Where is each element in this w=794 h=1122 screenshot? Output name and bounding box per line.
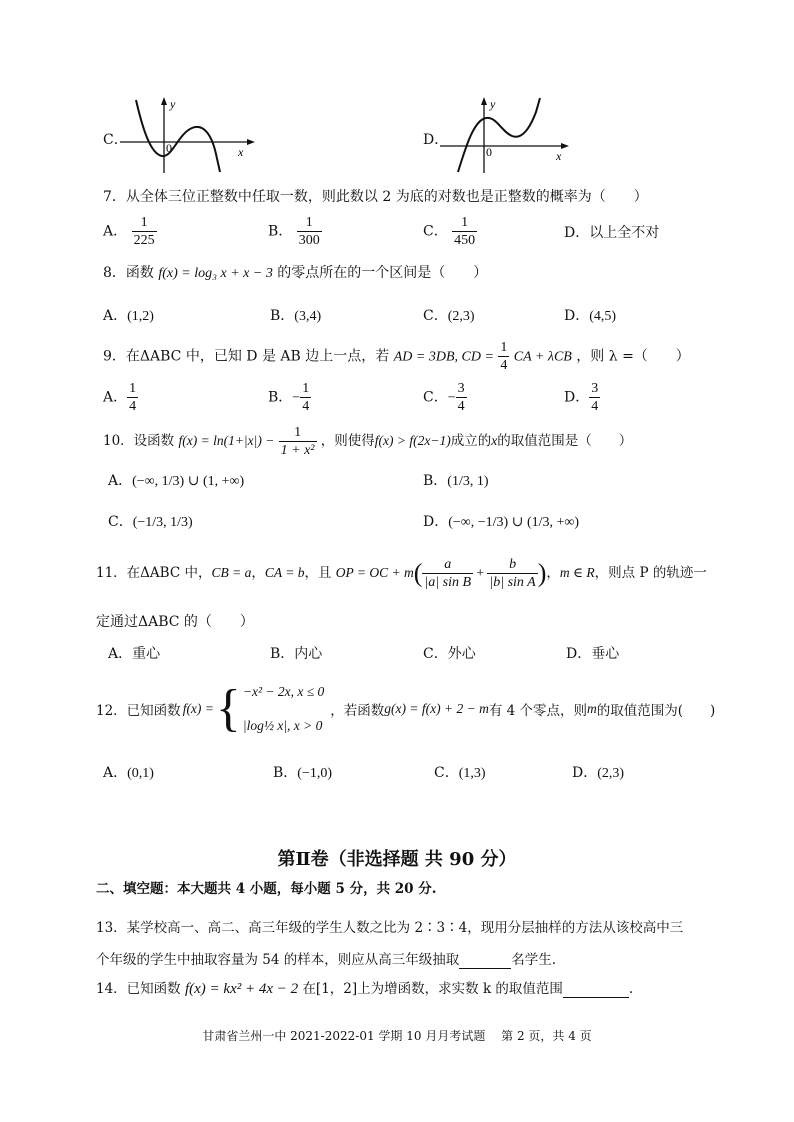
q8-option-c <box>423 305 475 325</box>
q13-answer-blank[interactable] <box>459 952 511 969</box>
q11-stem-line2: 定通过ΔABC 的（ ） <box>96 614 254 630</box>
q14 <box>96 977 633 998</box>
q9-d-label: D． <box>564 389 590 406</box>
q9-option-d <box>564 380 600 415</box>
q9-d-den: 4 <box>591 399 599 414</box>
graph-d-x-label: x <box>556 149 562 163</box>
q11-paren-a-den: |a| sin B <box>424 575 472 590</box>
q11-stem: 11．在ΔABC 中，CB = a，CA = b，且 OP = OC + m( $\frac{a}{\text{|a| sin B}}$ + $\frac{b}{\text{|b| sin A}}$ )，m ∈ R，则点 P 的轨迹一 <box>96 557 707 590</box>
option-c-label: C． <box>103 132 128 148</box>
graph-c-y-label: y <box>170 97 176 111</box>
q11-expr-a: CB = a <box>211 565 252 580</box>
q14-answer-blank[interactable] <box>563 981 629 998</box>
q13-line2-b: 名学生. <box>511 952 557 968</box>
q10-option-b <box>423 470 489 490</box>
q8-option-a <box>103 305 154 325</box>
q14-end: . <box>628 981 634 997</box>
q8-a-val: (1,2) <box>127 309 154 324</box>
q10-option-a <box>108 470 244 490</box>
q9-b-label: B． <box>268 389 293 406</box>
q9-stem-b: ，则 λ =（ ） <box>576 348 690 365</box>
graph-c-origin-label: 0 <box>166 141 172 155</box>
q11-a-label: A． <box>108 646 133 662</box>
q11-paren-a-num: a <box>444 557 452 572</box>
q10-stem-c: 成立的 <box>450 433 492 449</box>
q9-a-num: 1 <box>129 381 137 396</box>
q10-stem-b: ，则使得 <box>320 433 375 449</box>
q8-c-val: (2,3) <box>447 309 475 324</box>
q11-stem-b: ，且 <box>304 565 332 581</box>
q8-stem-a: 8．函数 <box>103 265 154 281</box>
q11-expr-c: OP = OC + m <box>335 565 414 580</box>
q11-b-text: 内心 <box>294 646 323 662</box>
q11-sep: ， <box>251 565 265 581</box>
q7-d-label: D． <box>564 225 590 241</box>
q13-line2-a: 个年级的学生中抽取容量为 54 的样本，则应从高三年级抽取 <box>96 952 460 968</box>
q12-option-c <box>434 762 486 782</box>
q9-frac-den: 4 <box>500 358 508 373</box>
q10-option-c <box>108 511 193 531</box>
q7-c-label: C． <box>423 223 448 240</box>
q9-b-sign: − <box>292 390 301 406</box>
graph-option-c <box>120 96 260 174</box>
q14-expr: f(x) = kx² + 4x − 2 <box>184 981 299 997</box>
q12-option-a <box>103 762 154 782</box>
page-footer: 甘肃省兰州一中 2021-2022-01 学期 10 月月考试题 第 2 页，共 4 页 <box>202 1029 592 1043</box>
q12-stem-d: 的取值范围为( ) <box>596 703 716 719</box>
q9-expr-b: CA + λCB <box>513 349 572 365</box>
q8-stem-b: 的零点所在的一个区间是（ ） <box>277 265 488 281</box>
q8-option-b <box>270 305 321 325</box>
q7-b-label: B． <box>268 223 293 240</box>
q12-expr-g: g(x) = f(x) + 2 − m <box>384 701 489 716</box>
q9-a-den: 4 <box>129 399 137 414</box>
q10-d-label: D． <box>423 514 449 530</box>
q7-b-num: 1 <box>305 215 313 230</box>
q10-a-label: A． <box>108 473 133 489</box>
q11-stem-a: 11．在ΔABC 中， <box>96 565 212 581</box>
section2-subtitle: 二、填空题：本大题共 4 小题，每小题 5 分，共 20 分. <box>96 881 437 897</box>
q14-stem-b: 在[1，2]上为增函数，求实数 k 的取值范围 <box>302 981 563 997</box>
q12-a-label: A． <box>103 765 128 781</box>
q11-option-b <box>270 643 322 663</box>
q11-option-a <box>108 643 160 663</box>
q13-line1: 13．某学校高一、高二、高三年级的学生人数之比为 2∶3∶4，现用分层抽样的方法从该校高中三 <box>96 920 684 936</box>
q11-c-label: C． <box>423 646 448 662</box>
q12-stem-c: 有 4 个零点，则 <box>488 703 587 719</box>
q12-expr-f: f(x) = <box>182 701 214 716</box>
q12-stem-a: 12．已知函数 <box>96 703 181 719</box>
graph-option-d <box>440 96 580 174</box>
q10-frac-num: 1 <box>294 425 302 440</box>
q11-stem-d: ，则点 P 的轨迹一 <box>594 565 707 581</box>
q7-a-num: 1 <box>140 215 148 230</box>
q10-var: x <box>491 433 498 448</box>
q11-option-c <box>423 643 476 663</box>
q12-option-d <box>572 762 624 782</box>
section2-title: 第Ⅱ卷（非选择题 共 90 分） <box>277 849 517 870</box>
q10-b-label: B． <box>423 473 448 489</box>
q13-line2 <box>96 948 556 969</box>
q9-a-label: A． <box>103 389 128 406</box>
q11-d-label: D． <box>566 646 592 662</box>
q11-a-text: 重心 <box>132 646 161 662</box>
graph-d-origin-label: 0 <box>486 145 492 159</box>
graph-c-x-label: x <box>238 145 244 159</box>
q12-c-val: (1,3) <box>458 766 486 781</box>
q7-b-den: 300 <box>298 233 320 248</box>
q9-b-den: 4 <box>302 399 310 414</box>
q10-frac-den: 1 + x² <box>280 443 315 458</box>
q9-option-b <box>268 380 311 415</box>
q12-option-b <box>273 762 332 782</box>
q9-stem <box>103 339 690 374</box>
q7-a-den: 225 <box>133 233 155 248</box>
q9-option-c <box>423 380 467 415</box>
q10-expr-b: f(x) > f(2x−1) <box>374 433 451 448</box>
q7-d-text: 以上全不对 <box>589 225 660 241</box>
q8-b-label: B． <box>270 308 295 324</box>
q11-paren-b-den: |b| sin A <box>489 575 536 590</box>
q9-c-den: 4 <box>457 399 465 414</box>
q14-stem-a: 14．已知函数 <box>96 981 181 997</box>
q8-a-label: A． <box>103 308 128 324</box>
q10-c-label: C． <box>108 514 133 530</box>
q10-stem-a: 10．设函数 <box>103 433 175 449</box>
q9-c-label: C． <box>423 389 448 406</box>
q11-option-d <box>566 643 619 663</box>
q12-b-val: (−1,0) <box>297 766 333 781</box>
q11-d-text: 垂心 <box>591 646 620 662</box>
q10-a-val: (−∞, 1/3) ∪ (1, +∞) <box>132 474 245 489</box>
q12-stem-b: ，若函数 <box>330 703 385 719</box>
q12-d-val: (2,3) <box>597 766 625 781</box>
q11-expr-b: CA = b <box>264 565 305 580</box>
q7-c-den: 450 <box>454 233 476 248</box>
q12-stem: 12．已知函数 f(x) = { −x² − 2x, x ≤ 0 |log½ x|, x > 0 ，若函数 g(x) = f(x) + 2 − m 有 4 个零点，则 m 的取值范围为( ) <box>96 680 716 737</box>
q12-a-val: (0,1) <box>127 766 154 781</box>
q10-expr-a: f(x) = ln(1+|x|) − <box>178 433 275 448</box>
q7-a-label: A． <box>103 223 128 240</box>
q8-option-d <box>564 305 616 325</box>
q10-b-val: (1/3, 1) <box>447 474 489 489</box>
q7-c-num: 1 <box>461 215 469 230</box>
q11-stem-c: ， <box>546 565 560 581</box>
q9-d-num: 3 <box>591 381 599 396</box>
q12-var: m <box>587 701 597 716</box>
q7-stem: 7．从全体三位正整数中任取一数，则此数以 2 为底的对数也是正整数的概率为（ ） <box>103 189 648 205</box>
q8-d-label: D． <box>564 308 590 324</box>
q7-option-d <box>564 222 659 242</box>
q7-option-a <box>103 214 157 249</box>
q9-c-sign: − <box>447 390 456 406</box>
q12-b-label: B． <box>273 765 298 781</box>
q12-case1: −x² − 2x, x ≤ 0 <box>242 684 325 699</box>
q11-b-label: B． <box>270 646 295 662</box>
q10-c-val: (−1/3, 1/3) <box>132 515 193 530</box>
q7-option-b <box>268 214 322 249</box>
q12-case2: |log½ x|, x > 0 <box>242 718 323 733</box>
q10-stem <box>103 424 632 459</box>
q9-b-num: 1 <box>302 381 310 396</box>
q10-d-val: (−∞, −1/3) ∪ (1/3, +∞) <box>448 515 580 530</box>
option-d-label: D． <box>423 132 449 148</box>
q8-expr: f(x) = log₃ x + x − 3 <box>158 266 273 281</box>
q10-option-d <box>423 511 579 531</box>
q9-stem-a: 9．在ΔABC 中，已知 D 是 AB 边上一点，若 <box>103 348 390 365</box>
q9-expr-a: AD = 3DB, CD = <box>393 349 494 365</box>
q12-c-label: C． <box>434 765 459 781</box>
q8-c-label: C． <box>423 308 448 324</box>
q11-c-text: 外心 <box>447 646 476 662</box>
q11-expr-d: m ∈ R <box>559 565 595 580</box>
q8-stem <box>103 262 487 282</box>
q12-d-label: D． <box>572 765 598 781</box>
q11-paren-b-num: b <box>509 557 517 572</box>
q9-frac-num: 1 <box>500 340 508 355</box>
q8-d-val: (4,5) <box>589 309 617 324</box>
q9-option-a <box>103 380 138 415</box>
q9-c-num: 3 <box>457 381 465 396</box>
q10-stem-d: 的取值范围是（ ） <box>497 433 633 449</box>
q8-b-val: (3,4) <box>294 309 322 324</box>
graph-d-y-label: y <box>490 97 496 111</box>
q7-option-c <box>423 214 477 249</box>
